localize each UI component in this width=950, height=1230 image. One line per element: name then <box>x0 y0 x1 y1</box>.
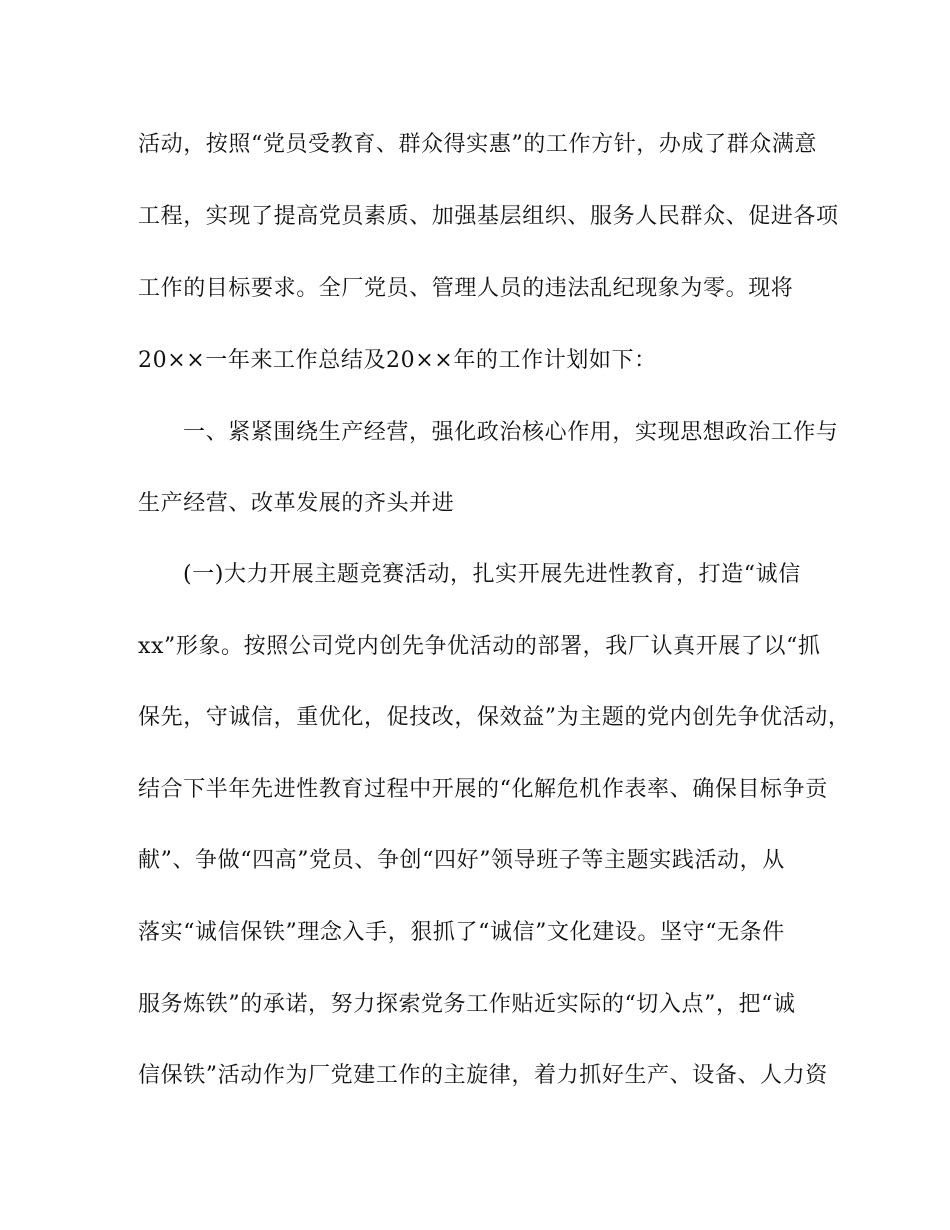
text-line: 工作的目标要求。全厂党员、管理人员的违法乱纪现象为零。现将 <box>138 276 794 301</box>
section-heading-continued: 生产经营、改革发展的齐头并进 <box>138 491 455 516</box>
text-line: xx”形象。按照公司党内创先争优活动的部署，我厂认真开展了以“抓 <box>138 634 821 659</box>
text-line: 活动，按照“党员受教育、群众得实惠”的工作方针，办成了群众满意 <box>138 132 818 157</box>
subsection-line: (一)大力开展主题竞赛活动，扎实开展先进性教育，打造“诚信 <box>183 562 801 587</box>
text-line: 20××一年来工作总结及20××年的工作计划如下： <box>138 348 657 373</box>
text-line: 结合下半年先进性教育过程中开展的“化解危机作表率、确保目标争贡 <box>138 777 828 802</box>
section-heading: 一、紧紧围绕生产经营，强化政治核心作用，实现思想政治工作与 <box>183 420 839 445</box>
text-line: 保先，守诚信，重优化，促技改，保效益”为主题的党内创先争优活动， <box>138 705 851 730</box>
text-line: 服务炼铁”的承诺，努力探索党务工作贴近实际的“切入点”，把“诚 <box>138 992 796 1017</box>
text-line: 信保铁”活动作为厂党建工作的主旋律，着力抓好生产、设备、人力资 <box>138 1063 828 1088</box>
text-line: 落实“诚信保铁”理念入手，狠抓了“诚信”文化建设。坚守“无条件 <box>138 920 785 945</box>
text-line: 献”、争做“四高”党员、争创“四好”领导班子等主题实践活动，从 <box>138 848 785 873</box>
text-line: 工程，实现了提高党员素质、加强基层组织、服务人民群众、促进各项 <box>138 204 839 229</box>
